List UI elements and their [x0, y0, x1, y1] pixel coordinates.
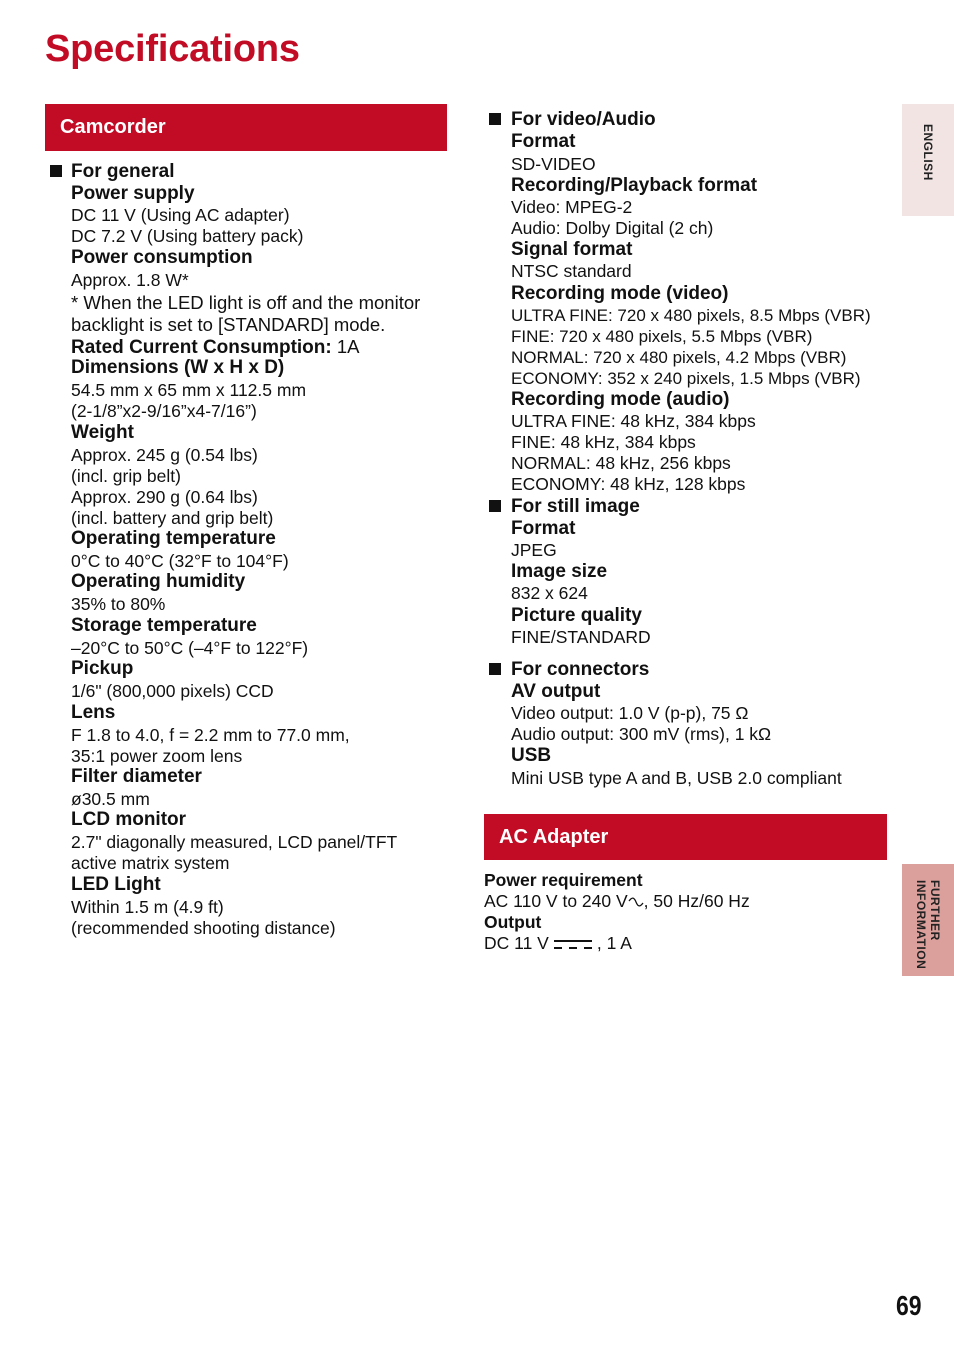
square-bullet-icon: [50, 165, 62, 177]
footnote: * When the LED light is off and the monitor: [71, 292, 421, 313]
page-number: 69: [896, 1290, 922, 1321]
power-supply-value: DC 11 V (Using AC adapter): [71, 205, 290, 225]
dc-symbol-icon: [553, 938, 593, 950]
recording-mode-video-value: FINE: 720 x 480 pixels, 5.5 Mbps (VBR): [511, 327, 813, 346]
camcorder-header-label: Camcorder: [60, 116, 166, 138]
signal-format-value: NTSC standard: [511, 261, 632, 281]
recording-mode-audio-value: FINE: 48 kHz, 384 kbps: [511, 432, 696, 452]
output-value: [484, 933, 632, 954]
side-tab-further-information: [902, 864, 954, 976]
output-voltage: DC 11 V: [484, 933, 549, 953]
av-output-value: Audio output: 300 mV (rms), 1 kΩ: [511, 724, 772, 744]
recording-mode-audio-value: NORMAL: 48 kHz, 256 kbps: [511, 453, 731, 473]
picture-quality-label: Picture quality: [511, 605, 642, 626]
weight-value: (incl. battery and grip belt): [71, 508, 274, 528]
pickup-label: Pickup: [71, 658, 134, 679]
storage-temperature-label: Storage temperature: [71, 615, 257, 636]
filter-diameter-value: ø30.5 mm: [71, 789, 150, 809]
power-supply-value: DC 7.2 V (Using battery pack): [71, 226, 304, 246]
image-size-label: Image size: [511, 561, 608, 582]
general-group-title: For general: [71, 161, 175, 182]
usb-label: USB: [511, 745, 552, 766]
ac-adapter-section-header: [484, 814, 887, 860]
storage-temperature-value: –20°C to 50°C (–4°F to 122°F): [71, 638, 309, 658]
still-format-value: JPEG: [511, 540, 557, 560]
picture-quality-value: FINE/STANDARD: [511, 627, 651, 647]
side-tab-english-label: ENGLISH: [921, 124, 935, 181]
lcd-monitor-value: active matrix system: [71, 853, 230, 873]
operating-temperature-value: 0°C to 40°C (32°F to 104°F): [71, 551, 289, 571]
still-format-label: Format: [511, 518, 576, 539]
av-output-value: Video output: 1.0 V (p-p), 75 Ω: [511, 703, 749, 723]
square-bullet-icon: [489, 663, 501, 675]
lens-value: 35:1 power zoom lens: [71, 746, 243, 766]
led-light-label: LED Light: [71, 874, 161, 895]
pickup-value: 1/6" (800,000 pixels) CCD: [71, 681, 274, 701]
side-tab-english: [902, 104, 954, 216]
led-light-value: (recommended shooting distance): [71, 918, 336, 938]
dimensions-value: (2-1/8”x2-9/16”x4-7/16”): [71, 401, 257, 421]
weight-value: (incl. grip belt): [71, 466, 181, 486]
weight-value: Approx. 290 g (0.64 lbs): [71, 487, 258, 507]
dimensions-value: 54.5 mm x 65 mm x 112.5 mm: [71, 380, 307, 400]
rated-current-row: [71, 336, 360, 358]
recording-mode-video-value: NORMAL: 720 x 480 pixels, 4.2 Mbps (VBR): [511, 348, 847, 367]
video-audio-group-title: For video/Audio: [511, 109, 656, 130]
ac-adapter-header-label: AC Adapter: [499, 825, 609, 848]
recording-playback-format-value: Video: MPEG-2: [511, 197, 633, 217]
av-output-label: AV output: [511, 681, 601, 702]
camcorder-section-header: [45, 104, 447, 151]
side-tab-further-line-1: FURTHER: [928, 880, 942, 941]
still-image-group-title: For still image: [511, 496, 640, 517]
square-bullet-icon: [489, 500, 501, 512]
filter-diameter-label: Filter diameter: [71, 766, 202, 787]
format-value: SD-VIDEO: [511, 154, 596, 174]
operating-humidity-label: Operating humidity: [71, 571, 246, 592]
operating-temperature-label: Operating temperature: [71, 528, 276, 549]
power-supply-label: Power supply: [71, 183, 195, 204]
side-tab-further-label: [914, 880, 942, 969]
image-size-value: 832 x 624: [511, 583, 588, 603]
power-requirement-value: [484, 891, 750, 912]
square-bullet-icon: [489, 113, 501, 125]
side-tab-further-line-2: INFORMATION: [914, 880, 928, 970]
led-light-value: Within 1.5 m (4.9 ft): [71, 897, 224, 917]
output-label: Output: [484, 912, 542, 932]
page-title: Specifications: [45, 28, 300, 70]
power-consumption-value: Approx. 1.8 W*: [71, 270, 189, 290]
recording-playback-format-label: Recording/Playback format: [511, 175, 758, 196]
recording-mode-video-value: ULTRA FINE: 720 x 480 pixels, 8.5 Mbps (VBR): [511, 306, 871, 325]
recording-mode-video-value: ECONOMY: 352 x 240 pixels, 1.5 Mbps (VBR): [511, 369, 861, 388]
recording-mode-video-label: Recording mode (video): [511, 283, 729, 304]
power-requirement-voltage: AC 110 V to 240 V: [484, 891, 628, 911]
format-label: Format: [511, 131, 576, 152]
power-consumption-label: Power consumption: [71, 247, 253, 268]
output-current: , 1 A: [596, 933, 632, 953]
rated-current-value: 1A: [331, 336, 360, 357]
power-requirement-label: Power requirement: [484, 870, 643, 890]
footnote: backlight is set to [STANDARD] mode.: [71, 314, 386, 335]
power-requirement-frequency: , 50 Hz/60 Hz: [643, 891, 750, 911]
lens-label: Lens: [71, 702, 116, 723]
lens-value: F 1.8 to 4.0, f = 2.2 mm to 77.0 mm,: [71, 725, 350, 745]
recording-playback-format-value: Audio: Dolby Digital (2 ch): [511, 218, 714, 238]
recording-mode-audio-value: ULTRA FINE: 48 kHz, 384 kbps: [511, 411, 756, 431]
recording-mode-audio-label: Recording mode (audio): [511, 389, 730, 410]
lcd-monitor-label: LCD monitor: [71, 809, 187, 830]
recording-mode-audio-value: ECONOMY: 48 kHz, 128 kbps: [511, 474, 746, 494]
dimensions-label: Dimensions (W x H x D): [71, 357, 285, 378]
signal-format-label: Signal format: [511, 239, 633, 260]
connectors-group-title: For connectors: [511, 659, 650, 680]
lcd-monitor-value: 2.7" diagonally measured, LCD panel/TFT: [71, 832, 398, 852]
usb-value: Mini USB type A and B, USB 2.0 compliant: [511, 768, 842, 788]
weight-label: Weight: [71, 422, 134, 443]
operating-humidity-value: 35% to 80%: [71, 594, 166, 614]
weight-value: Approx. 245 g (0.54 lbs): [71, 445, 258, 465]
rated-current-label: Rated Current Consumption:: [71, 337, 332, 358]
ac-wave-icon: [628, 897, 644, 907]
